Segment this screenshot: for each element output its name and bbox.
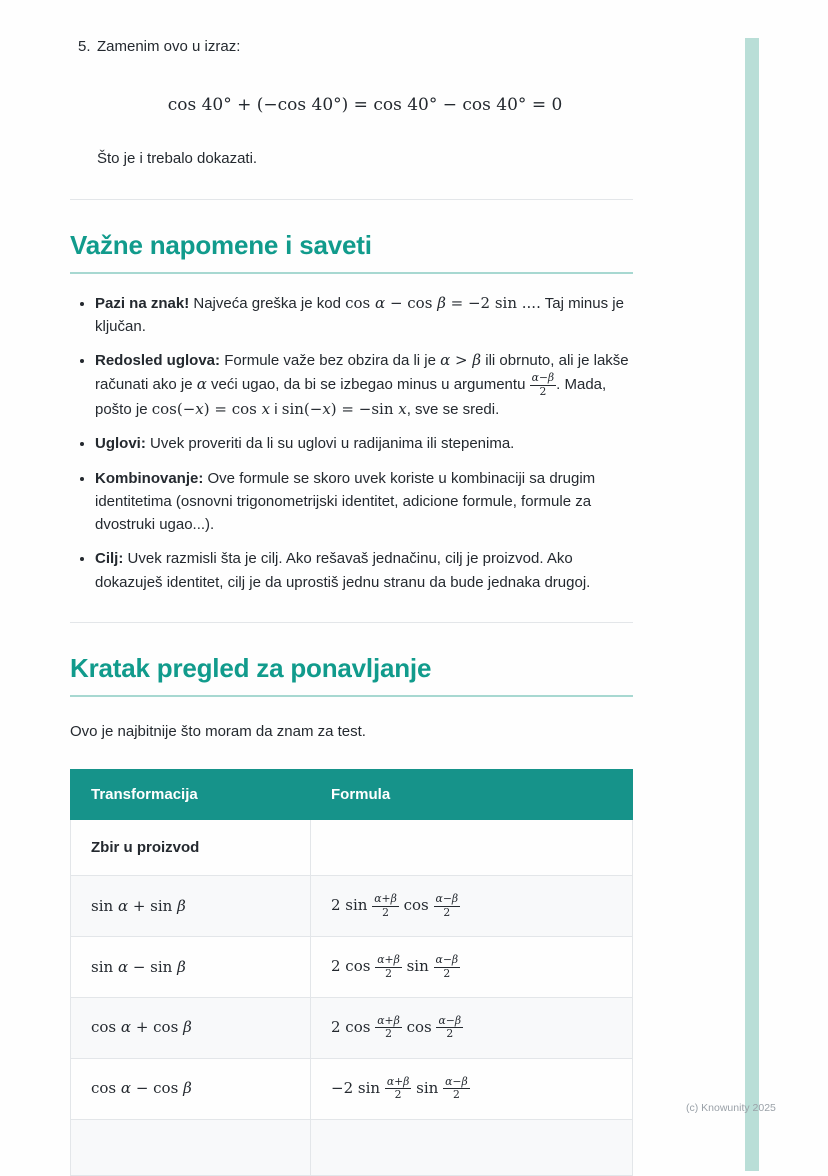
table-row xyxy=(71,1058,633,1119)
inline-math: sin xyxy=(411,1078,444,1097)
inline-math: cos xyxy=(398,896,434,915)
fraction: $\frac{\alpha+\beta}{2}$ xyxy=(386,1074,410,1102)
inline-math: α > β xyxy=(440,351,482,369)
conclusion-text: Što je i trebalo dokazati. xyxy=(97,150,258,167)
proof-step xyxy=(70,36,633,59)
fraction: $\frac{\alpha-\beta}{2}$ xyxy=(531,371,555,398)
cell-transformacija xyxy=(71,876,311,937)
note-item: • Cilj: Uvek razmisli šta je cilj. Ako rešavaš jednačinu, cilj je proizvod. Ako dokazuješ identitet, cilj je da uprostiš jednu stranu da bude jednaka drugoj. xyxy=(95,547,633,594)
cell-transformacija xyxy=(71,1058,311,1119)
section-divider xyxy=(70,199,633,200)
inline-math: sin α − sin β xyxy=(91,957,186,976)
cell-formula xyxy=(311,876,633,937)
inline-math: sin α + sin β xyxy=(91,896,186,915)
table-row xyxy=(71,937,633,998)
review-intro: Ovo je najbitnije što moram da znam za test. xyxy=(70,722,366,740)
review-section-title: Kratak pregled za ponavljanje xyxy=(70,653,633,697)
cell-formula xyxy=(311,937,633,998)
cell-transformacija xyxy=(71,1119,311,1175)
document-content xyxy=(70,36,633,1176)
formula-table xyxy=(70,769,633,1175)
inline-math: 2 cos xyxy=(331,957,376,975)
cell-transformacija xyxy=(71,997,311,1058)
notes-section-title: Važne napomene i saveti xyxy=(70,230,633,274)
table-row xyxy=(71,876,633,937)
inline-math: cos α − cos β = −2 sin .... xyxy=(345,293,541,312)
inline-math: −2 sin xyxy=(331,1078,385,1097)
fraction: $\frac{\alpha-\beta}{2}$ xyxy=(435,892,459,919)
page-edge-bar xyxy=(745,38,759,1171)
note-item: • Pazi na znak! Najveća greška je kod cos α − cos β = −2 sin .... Taj minus je ključan. xyxy=(95,292,633,339)
fraction: $\frac{\alpha+\beta}{2}$ xyxy=(374,892,397,919)
note-lead: Uglovi: xyxy=(95,435,146,453)
footer-credit: (c) Knowunity 2025 xyxy=(686,1102,776,1114)
cell-formula xyxy=(311,997,633,1058)
inline-math: cos α − cos β xyxy=(91,1079,192,1098)
fraction: $\frac{\alpha+\beta}{2}$ xyxy=(377,953,400,980)
table-header-row xyxy=(71,770,633,820)
inline-math: cos xyxy=(401,1017,437,1036)
note-lead: Cilj: xyxy=(95,550,124,568)
note-lead: Redosled uglova: xyxy=(95,352,221,369)
formula-table-body xyxy=(71,820,633,1175)
header-formula: Formula xyxy=(311,770,633,820)
note-item: • Kombinovanje: Ove formule se skoro uvek koriste u kombinaciji sa drugim identitetima (osnovni trigonometrijski identitet, adicione formule, formule za dvostruki ugao...). xyxy=(95,467,633,537)
inline-math: α xyxy=(196,375,207,394)
step-text: Zamenim ovo u izraz: xyxy=(97,38,241,55)
table-row xyxy=(71,997,633,1058)
note-item: • Uglovi: Uvek proveriti da li su uglovi u radijanima ili stepenima. xyxy=(95,432,633,455)
section-divider xyxy=(70,622,633,623)
fraction: $\frac{\alpha-\beta}{2}$ xyxy=(438,1013,462,1041)
fraction: $\frac{\alpha-\beta}{2}$ xyxy=(445,1074,468,1102)
cell-transformacija xyxy=(71,820,311,876)
bold-text: Zbir u proizvod xyxy=(91,839,200,857)
table-row xyxy=(71,820,633,876)
note-lead: Kombinovanje: xyxy=(95,469,204,487)
cell-transformacija xyxy=(71,937,311,998)
inline-math: 2 sin xyxy=(331,896,373,915)
table-row xyxy=(71,1119,633,1175)
display-formula: cos 40° + (−cos 40°) = cos 40° − cos 40° = 0 xyxy=(167,94,563,115)
inline-math: sin(−x) = −sin x xyxy=(281,400,407,419)
inline-math: sin xyxy=(401,957,434,975)
note-lead: Pazi na znak! xyxy=(95,294,190,312)
cell-formula xyxy=(311,820,633,876)
fraction: $\frac{\alpha+\beta}{2}$ xyxy=(377,1013,400,1041)
notes-list xyxy=(70,292,633,594)
inline-math: cos(−x) = cos x xyxy=(151,400,271,419)
inline-math: 2 cos xyxy=(331,1017,376,1036)
cell-formula xyxy=(311,1119,633,1175)
note-item: • Redosled uglova: Formule važe bez obzira da li je α > β ili obrnuto, ali je lakše računati ako je α veći ugao, da bi se izbegao minus u argumentu $\frac{\alpha-\beta}{2}$ . Mada, pošto je cos(−x) = cos x i sin(−x) = −sin x, sve se sredi. xyxy=(95,349,633,421)
header-transformacija: Transformacija xyxy=(71,770,311,820)
fraction: $\frac{\alpha-\beta}{2}$ xyxy=(435,953,459,980)
inline-math: cos α + cos β xyxy=(91,1018,192,1037)
cell-formula xyxy=(311,1058,633,1119)
step-number: 5. xyxy=(78,38,91,55)
